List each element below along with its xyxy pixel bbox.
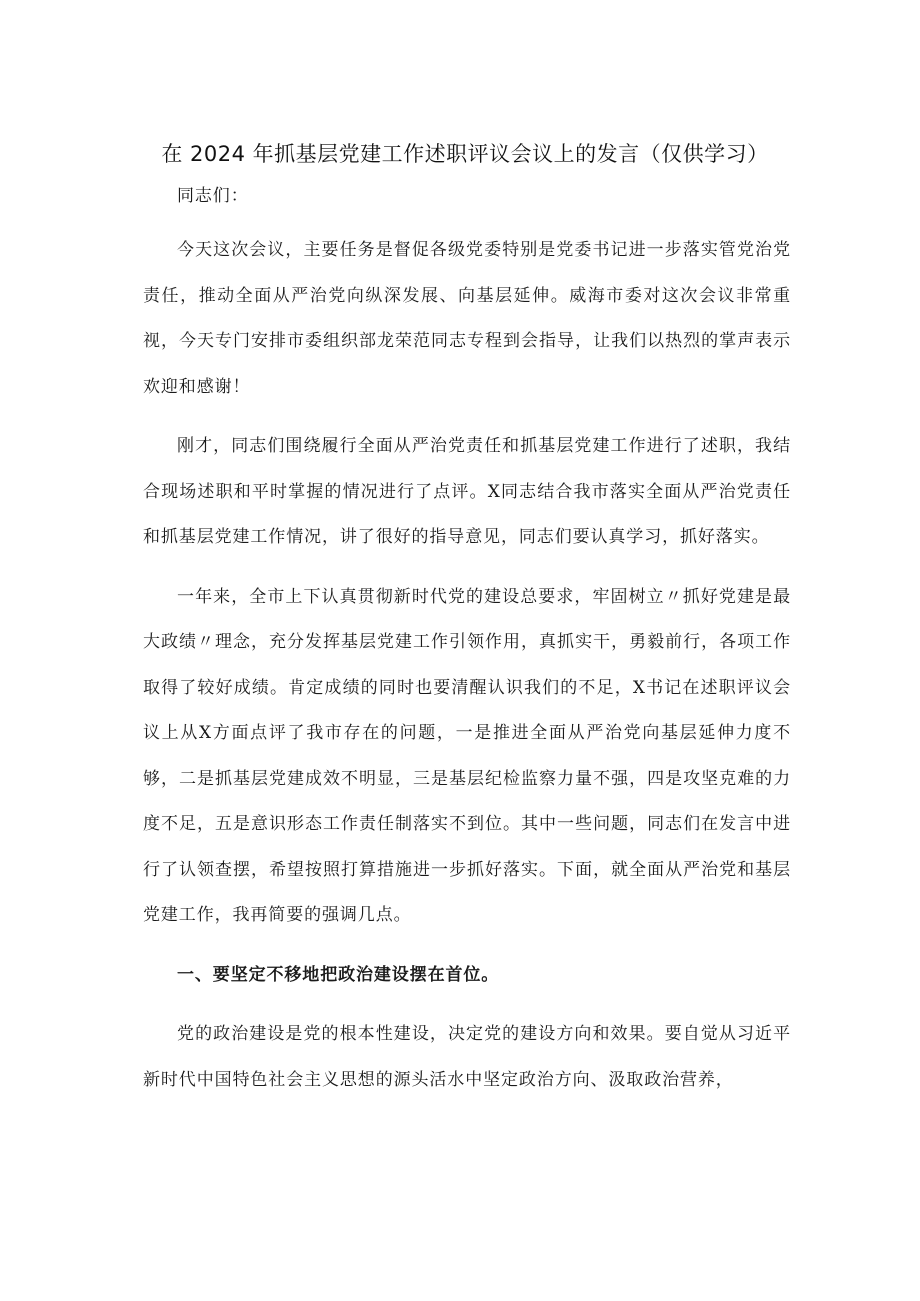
document-title: 在 2024 年抓基层党建工作述职评议会议上的发言（仅供学习） xyxy=(161,142,769,166)
paragraph-opening: 今天这次会议，主要任务是督促各级党委特别是党委书记进一步落实管党治党责任，推动全面从严治党向纵深发展、向基层延伸。威海市委对这次会议非常重视，今天专门安排市委组织部龙荣范同志专程到会指导，让我们以热烈的掌声表示欢迎和感谢！ xyxy=(143,240,791,397)
document-body xyxy=(143,178,791,1103)
paragraph-achievements: 一年来，全市上下认真贯彻新时代党的建设总要求，牢固树立〃抓好党建是最大政绩〃理念，充分发挥基层党建工作引领作用，真抓实干，勇毅前行，各项工作取得了较好成绩。肯定成绩的同时也要清醒认识我们的不足，X书记在述职评议会议上从X方面点评了我市存在的问题，一是推进全面从严治党向基层延伸力度不够，二是抓基层党建成效不明显，三是基层纪检监察力量不强，四是攻坚克难的力度不足，五是意识形态工作责任制落实不到位。其中一些问题，同志们在发言中进行了认领查摆，希望按照打算措施进一步抓好落实。下面，就全面从严治党和基层党建工作，我再简要的强调几点。 xyxy=(143,586,791,925)
salutation: 同志们： xyxy=(177,186,249,206)
section-heading: 一、要坚定不移地把政治建设摆在首位。 xyxy=(177,964,500,985)
paragraph-political-building: 党的政治建设是党的根本性建设，决定党的建设方向和效果。要自觉从习近平新时代中国特色社会主义思想的源头活水中坚定政治方向、汲取政治营养， xyxy=(143,1024,791,1090)
paragraph-review: 刚才，同志们围绕履行全面从严治党责任和抓基层党建工作进行了述职，我结合现场述职和平时掌握的情况进行了点评。X同志结合我市落实全面从严治党责任和抓基层党建工作情况，讲了很好的指导意见，同志们要认真学习，抓好落实。 xyxy=(143,436,791,547)
